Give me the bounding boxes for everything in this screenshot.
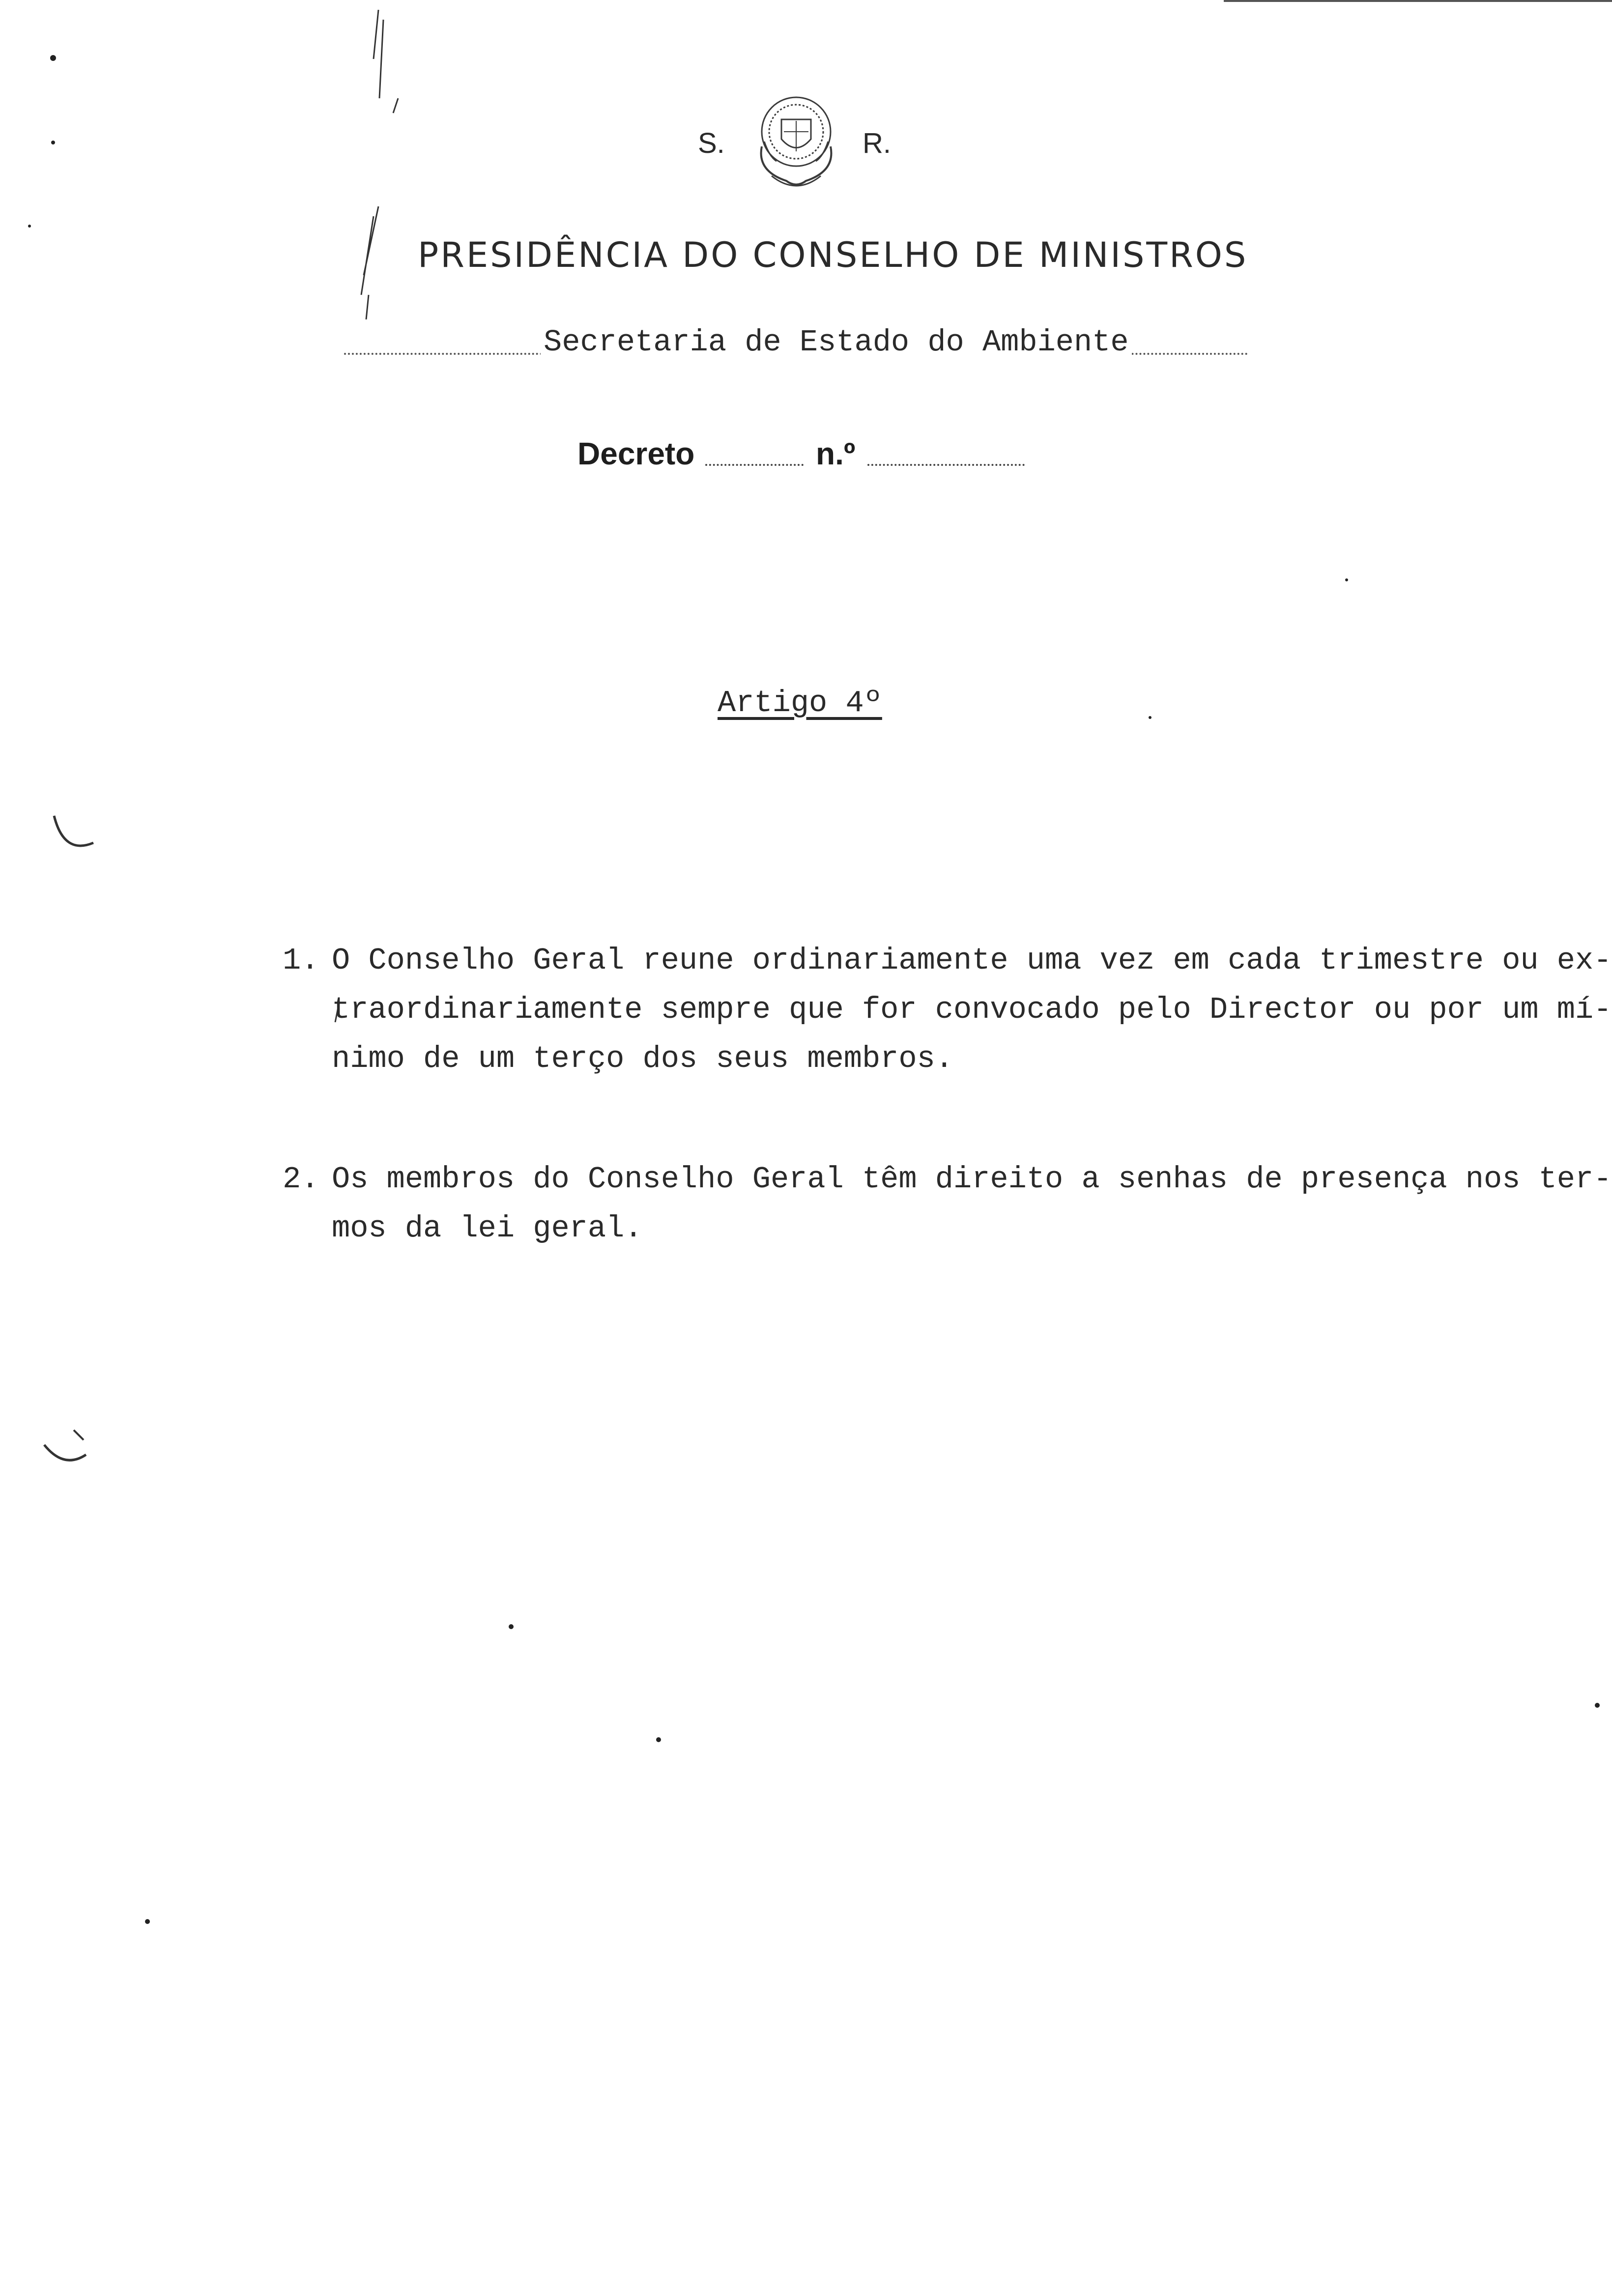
article-paragraph	[283, 1155, 1612, 1253]
paragraph-line: O Conselho Geral reune ordinariamente uma vez em cada trimestre ou ex-	[332, 943, 1612, 978]
article-paragraph	[283, 936, 1612, 1084]
decree-label: Decreto	[577, 436, 695, 471]
header-right-letter: R.	[863, 127, 891, 159]
paragraph-number: 1.	[283, 943, 319, 978]
header-left-letter: S.	[698, 127, 725, 159]
number-blank	[867, 464, 1025, 466]
department-name: Secretaria de Estado do Ambiente	[541, 325, 1132, 360]
institution-title: PRESIDÊNCIA DO CONSELHO DE MINISTROS	[418, 235, 1248, 275]
top-edge-rule	[1224, 0, 1612, 2]
paragraph-line: traordinariamente sempre que for convocado pelo Director ou por um mí-	[332, 992, 1612, 1027]
paragraph-line: Os membros do Conselho Geral têm direito a senhas de presença nos ter-	[332, 1162, 1612, 1197]
number-label: n.º	[816, 436, 856, 471]
paragraph-line: nimo de um terço dos seus membros.	[332, 1041, 954, 1076]
decree-number-line	[577, 432, 1020, 477]
coat-of-arms-icon	[742, 83, 850, 196]
paragraph-number: 2.	[283, 1162, 319, 1197]
decree-blank	[705, 464, 804, 466]
header-emblem-row	[688, 83, 934, 210]
paragraph-line: mos da lei geral.	[332, 1211, 643, 1246]
department-line	[344, 324, 1248, 364]
article-title: Artigo 4º	[718, 686, 882, 720]
